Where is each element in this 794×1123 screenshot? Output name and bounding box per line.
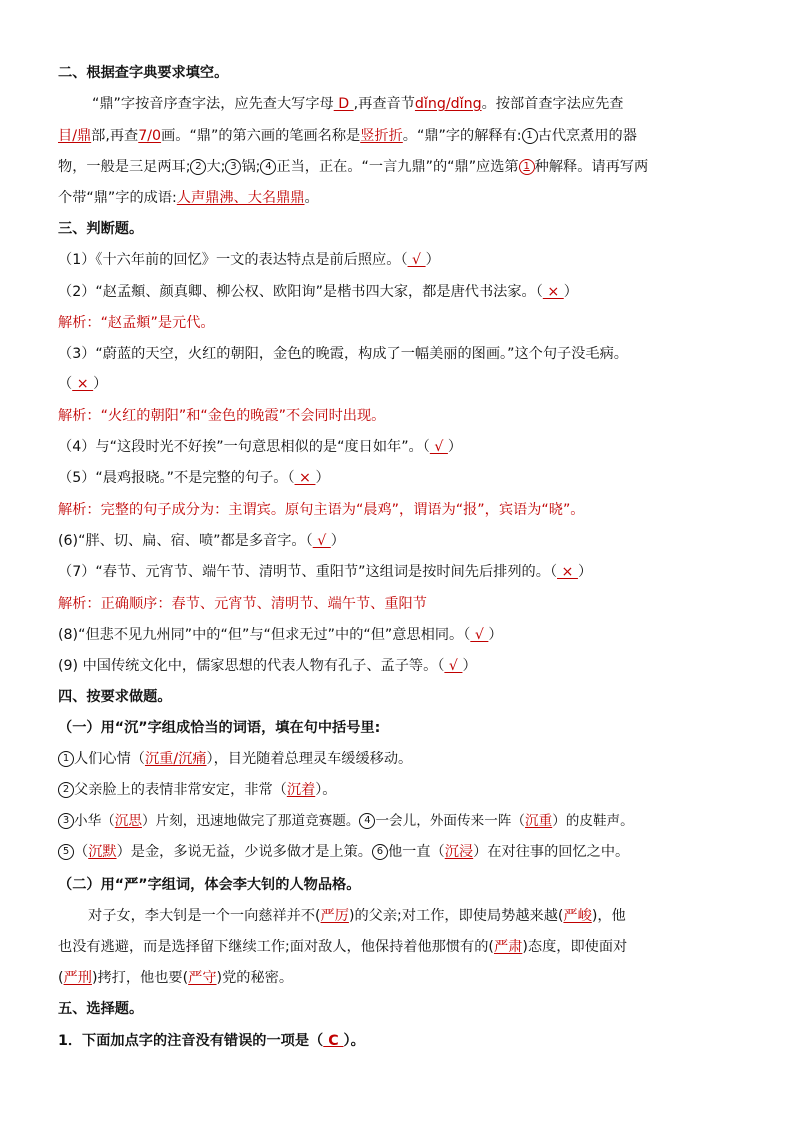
text: 一会儿，外面传来一阵（ — [375, 813, 525, 829]
text: )党的秘密。 — [216, 970, 294, 986]
fill-item-2 — [58, 780, 337, 800]
analysis-2: 解析：“赵孟頫”是元代。 — [58, 315, 215, 331]
text: ,再查音节 — [353, 96, 415, 112]
text: 大; — [206, 159, 226, 175]
section3-heading: 三、判断题。 — [58, 221, 144, 237]
question-text: (9) 中国传统文化中，儒家思想的代表人物有孔子、孟子等。（ — [58, 658, 445, 674]
answer-stroke-name: 竖折折 — [360, 128, 403, 144]
section4-sub2: （二）用“严”字组词，体会李大钊的人物品格。 — [58, 877, 361, 893]
text: ）的皮鞋声。 — [552, 813, 634, 829]
text: 小华（ — [74, 813, 115, 829]
text: ）。 — [315, 782, 337, 798]
question-text: (8)“但悲不见九州同”中的“但”与“但求无过”中的“但”意思相同。（ — [58, 627, 471, 643]
text: )态度，即使面对 — [522, 939, 628, 955]
bracket: ） — [425, 252, 440, 268]
section2-line2 — [58, 126, 637, 146]
answer-choice: C — [323, 1033, 344, 1049]
circled-number: 2 — [58, 782, 74, 798]
answer-word: 严刑 — [63, 970, 92, 986]
paragraph-line3 — [58, 968, 293, 988]
analysis-3: 解析：“火红的朝阳”和“金色的晚霞”不会同时出现。 — [58, 408, 386, 424]
bracket: ） — [447, 439, 463, 455]
judge-item-6 — [58, 531, 345, 551]
text: 种解释。请再写两 — [534, 159, 649, 175]
section4-sub1: （一）用“沉”字组成恰当的词语，填在句中括号里: — [58, 720, 381, 736]
answer-word: 沉着 — [286, 782, 316, 798]
section4-heading: 四、按要求做题。 — [58, 689, 172, 705]
text: 画。“鼎”的第六画的笔画名称是 — [161, 128, 361, 144]
circled-number: 2 — [190, 159, 206, 175]
question-text: (6)“胖、切、扁、宿、喷”都是多音字。（ — [58, 533, 313, 549]
circled-number: 5 — [58, 844, 74, 860]
text: 正当，正在。“一言九鼎”的“鼎”应选第 — [276, 159, 519, 175]
circled-number: 1 — [58, 751, 74, 767]
judge-item-7 — [58, 562, 592, 582]
judge-item-9 — [58, 656, 477, 676]
answer-mark: × — [72, 376, 94, 392]
answer-letter: D — [333, 96, 354, 112]
text: 他一直（ — [387, 844, 445, 860]
section2-line3 — [58, 157, 648, 177]
answer-word: 严守 — [188, 970, 217, 986]
judge-item-1 — [58, 250, 440, 270]
text: 物，一般是三足两耳; — [58, 159, 191, 175]
answer-word: 严肃 — [493, 939, 523, 955]
answer-mark: × — [557, 564, 578, 580]
text: 。 — [304, 190, 319, 206]
answer-word: 沉思 — [114, 813, 142, 829]
answer-circled-number: 1 — [519, 159, 535, 175]
choice-question-1 — [58, 1031, 365, 1051]
question-text: （7）“春节、元宵节、端午节、清明节、重阳节”这组词是按时间先后排列的。（ — [58, 564, 558, 580]
text: )拷打，他也要( — [91, 970, 189, 986]
judge-item-2 — [58, 282, 578, 302]
bracket: ） — [488, 627, 503, 643]
answer-mark: √ — [470, 627, 489, 643]
text: 对子女，李大钊是一个一向慈祥并不( — [88, 908, 321, 924]
paragraph-line1 — [88, 906, 626, 926]
question-text: 1．下面加点字的注音没有错误的一项是（ — [58, 1033, 324, 1049]
text: 部,再查 — [91, 128, 139, 144]
text: 个带“鼎”字的成语: — [58, 190, 177, 206]
circled-number: 6 — [372, 844, 388, 860]
text: 锅; — [241, 159, 261, 175]
answer-mark: √ — [429, 439, 448, 455]
text: ( — [58, 970, 64, 986]
circled-number: 3 — [225, 159, 241, 175]
text: ），目光随着总理灵车缓缓移动。 — [206, 751, 413, 767]
answer-word: 沉浸 — [444, 844, 474, 860]
answer-mark: √ — [407, 252, 426, 268]
answer-mark: √ — [444, 658, 463, 674]
circled-number: 4 — [359, 813, 375, 829]
circled-number: 4 — [260, 159, 276, 175]
text: )，他 — [591, 908, 626, 924]
answer-word: 沉重/沉痛 — [144, 751, 207, 767]
text: )的父亲;对工作，即使局势越来越( — [348, 908, 564, 924]
text: 父亲脸上的表情非常安定，非常（ — [74, 782, 287, 798]
circled-number: 1 — [522, 128, 538, 144]
text: 人们心情（ — [74, 751, 145, 767]
text: 古代烹煮用的器 — [537, 128, 637, 144]
text: “鼎”字按音序查字法，应先查大写字母 — [92, 96, 334, 112]
answer-idioms: 人声鼎沸、大名鼎鼎 — [176, 190, 305, 206]
bracket: （ — [58, 376, 73, 392]
answer-word: 沉默 — [88, 844, 117, 860]
question-text: （1）《十六年前的回忆》一文的表达特点是前后照应。（ — [58, 252, 408, 268]
judge-item-3-answer — [58, 374, 107, 394]
question-text: （5）“晨鸡报晓。”不是完整的句子。（ — [58, 470, 295, 486]
judge-item-5 — [58, 468, 330, 488]
text: 。按部首查字法应先查 — [481, 96, 624, 112]
text: ）是金，多说无益，少说多做才是上策。 — [116, 844, 372, 860]
text: 也没有逃避，而是选择留下继续工作;面对敌人，他保持着他那惯有的( — [58, 939, 494, 955]
answer-strokes: 7/0 — [138, 128, 162, 144]
answer-word: 严厉 — [320, 908, 349, 924]
answer-mark: √ — [312, 533, 331, 549]
section2-line4 — [58, 188, 319, 208]
bracket: ） — [330, 533, 345, 549]
text: （ — [74, 844, 89, 860]
answer-radical: 目/鼎 — [58, 128, 92, 144]
paragraph-line2 — [58, 937, 627, 957]
fill-item-1 — [58, 749, 412, 769]
bracket: ） — [315, 470, 330, 486]
fill-item-5-6 — [58, 842, 629, 862]
answer-pinyin: dǐng/dǐng — [414, 96, 482, 112]
answer-mark: × — [294, 470, 316, 486]
answer-word: 沉重 — [525, 813, 553, 829]
question-text: （4）与“这段时光不好挨”一句意思相似的是“度日如年”。（ — [58, 439, 430, 455]
bracket: ）。 — [343, 1033, 365, 1049]
section2-line1 — [92, 94, 623, 114]
bracket: ） — [563, 284, 578, 300]
answer-mark: × — [542, 284, 564, 300]
bracket: ） — [93, 376, 108, 392]
analysis-5: 解析：完整的句子成分为：主谓宾。原句主语为“晨鸡”，谓语为“报”，宾语为“晓”。 — [58, 502, 585, 518]
circled-number: 3 — [58, 813, 74, 829]
analysis-7: 解析：正确顺序：春节、元宵节、清明节、端午节、重阳节 — [58, 596, 427, 612]
section2-heading: 二、根据查字典要求填空。 — [58, 65, 229, 81]
text: 。“鼎”字的解释有: — [402, 128, 522, 144]
judge-item-8 — [58, 625, 503, 645]
question-text: （2）“赵孟頫、颜真卿、柳公权、欧阳询”是楷书四大家，都是唐代书法家。（ — [58, 284, 543, 300]
judge-item-3: （3）“蔚蓝的天空，火红的朝阳，金色的晚霞，构成了一幅美丽的图画。”这个句子没毛病。 — [58, 346, 628, 362]
text: ）在对往事的回忆之中。 — [473, 844, 630, 860]
judge-item-4 — [58, 437, 462, 457]
answer-word: 严峻 — [563, 908, 592, 924]
text: ）片刻，迅速地做完了那道竞赛题。 — [141, 813, 360, 829]
fill-item-3-4 — [58, 811, 634, 831]
section5-heading: 五、选择题。 — [58, 1001, 144, 1017]
bracket: ） — [577, 564, 593, 580]
bracket: ） — [462, 658, 477, 674]
